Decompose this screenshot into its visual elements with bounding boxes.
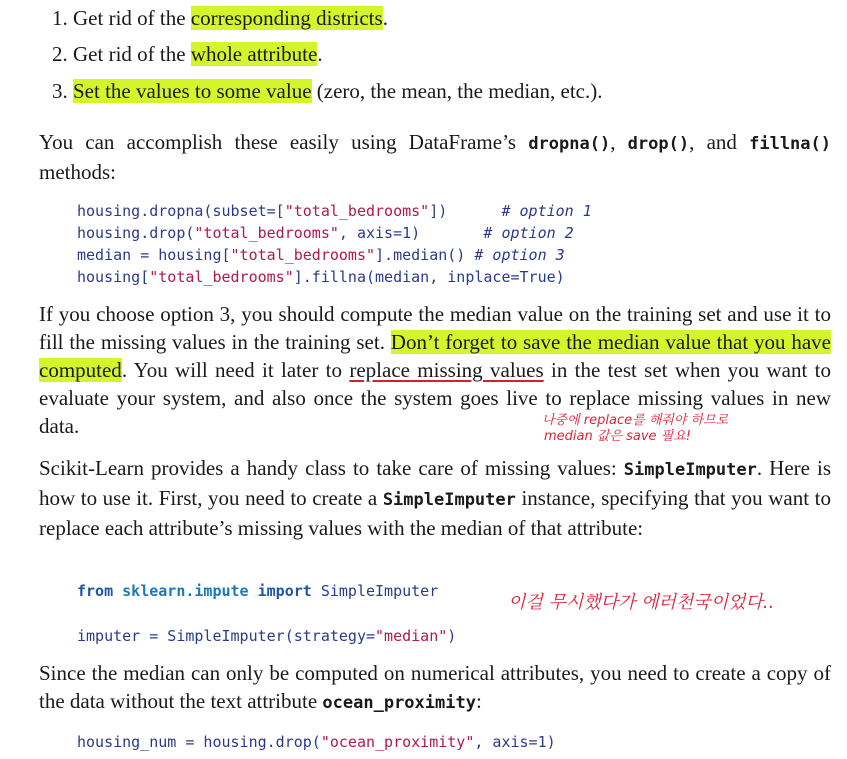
code-string: "total_bedrooms" (284, 202, 430, 220)
code-string: "total_bedrooms" (149, 268, 294, 286)
text: , (610, 130, 628, 154)
list-number: 2. (52, 42, 68, 66)
list-text-end: (zero, the mean, the median, etc.). (311, 79, 603, 103)
list-number: 1. (52, 6, 68, 30)
code-text: housing.dropna(subset=[ (77, 202, 285, 220)
highlighted-text: Set the values to some value (73, 79, 312, 103)
code-text: SimpleImputer (320, 582, 439, 600)
text: instance, specifying that you want to replace each attribute’s missing values with the median of that attribute: (39, 486, 831, 540)
list-text-end: . (317, 42, 323, 66)
highlighted-text: whole attribute (190, 42, 318, 66)
code-keyword: import (257, 582, 312, 600)
text: in the test set when you want to evaluate your system, and also once the system goes live to replace missing values in new data. (39, 358, 832, 438)
paragraph-simpleimputer (39, 454, 831, 542)
list-text: Get rid of the (73, 42, 191, 66)
code-text: housing.drop( (77, 224, 195, 242)
list-number: 3. (52, 79, 68, 103)
code-string: "total_bedrooms" (230, 246, 376, 264)
text: , and (689, 130, 750, 154)
code-comment: # option 3 (474, 246, 565, 264)
code-text: , axis=1) (338, 224, 484, 242)
inline-code-fillna: fillna() (749, 134, 831, 154)
code-text: ].median() (375, 246, 475, 264)
code-text: housing_num = housing.drop( (77, 733, 321, 751)
code-text: ].fillna(median, inplace=True) (293, 268, 565, 286)
code-module: sklearn.impute (122, 582, 249, 600)
list-item-3 (52, 77, 602, 105)
code-comment: # option 2 (483, 224, 574, 242)
code-block-options (77, 200, 592, 288)
inline-code-drop: drop() (627, 134, 690, 154)
inline-code-simpleimputer: SimpleImputer (623, 460, 757, 480)
note-line: 나중에 replace를 해줘야 하므로 (542, 413, 729, 428)
code-comment: # option 1 (501, 202, 592, 220)
inline-code-simpleimputer: SimpleImputer (382, 490, 516, 510)
code-text: ) (447, 627, 457, 645)
highlighted-text: corresponding districts (190, 6, 383, 30)
text: . You will need it later to (121, 358, 350, 382)
text: Scikit-Learn provides a handy class to take care of missing values: (39, 456, 624, 480)
code-string: "median" (375, 627, 448, 645)
code-block-housing-num (77, 731, 556, 753)
note-line: median 값은 save 필요! (544, 429, 692, 444)
list-text: Get rid of the (73, 6, 191, 30)
list-item-1 (52, 4, 388, 32)
code-text: , axis=1) (474, 733, 556, 751)
code-text: imputer = SimpleImputer(strategy= (77, 627, 376, 645)
underlined-text: replace missing values (349, 358, 544, 382)
code-block-imputer (77, 625, 456, 647)
paragraph-numerical (39, 659, 831, 717)
code-text: median = housing[ (77, 246, 231, 264)
code-string: "ocean_proximity" (320, 733, 475, 751)
list-item-2 (52, 40, 323, 68)
paragraph-methods (39, 128, 831, 186)
code-text: ]) (429, 202, 502, 220)
inline-code-ocean-proximity: ocean_proximity (322, 693, 476, 713)
text: You can accomplish these easily using DataFrame’s (39, 130, 529, 154)
highlighted-text: Don’t forget to save the median value that you have computed (39, 330, 831, 382)
text: methods: (39, 160, 116, 184)
list-text-end: . (382, 6, 388, 30)
code-string: "total_bedrooms" (194, 224, 339, 242)
text: If you choose option 3, you should compute the median value on the training set and use it to fill the missing values in the training set. (39, 302, 831, 354)
code-block-import (77, 580, 438, 602)
handwritten-note-save-median (542, 413, 728, 445)
code-text: housing[ (77, 268, 150, 286)
handwritten-note-error: 이걸 무시했다가 에러천국이었다.. (508, 592, 775, 613)
text: . Here is how to use it. First, you need to create a (39, 456, 831, 510)
text: : (475, 689, 482, 713)
code-keyword: from (77, 582, 114, 600)
inline-code-dropna: dropna() (528, 134, 611, 154)
text: Since the median can only be computed on numerical attributes, you need to create a copy of the data without the text attribute (39, 661, 831, 713)
